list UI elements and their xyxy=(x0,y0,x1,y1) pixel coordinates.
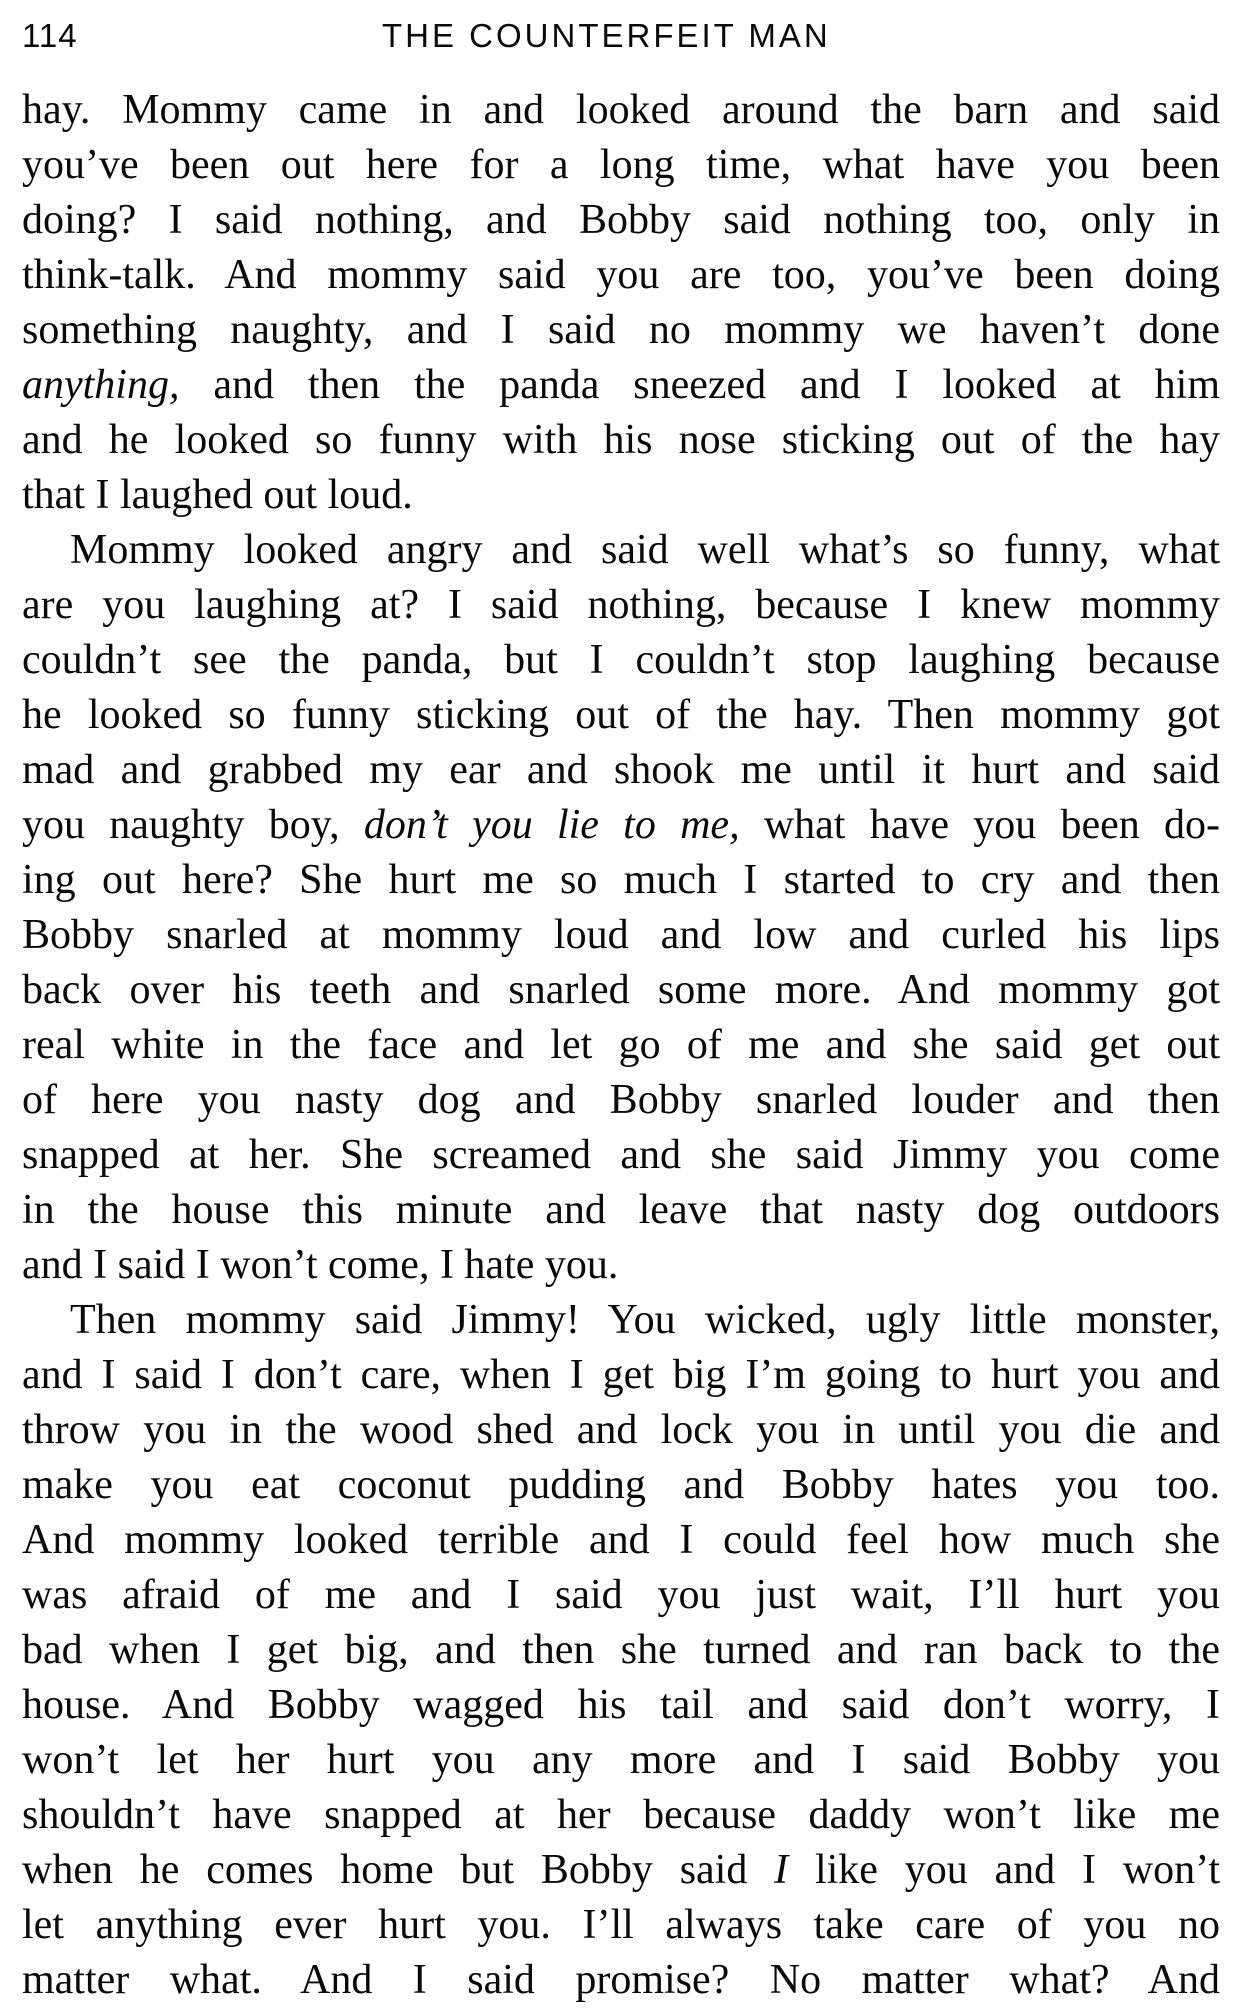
text-line: he looked so funny sticking out of the hay. Then mommy got xyxy=(22,692,1220,738)
text-line: was afraid of me and I said you just wait, I’ll hurt you xyxy=(22,1572,1220,1618)
text-line: throw you in the wood shed and lock you in until you die and xyxy=(22,1407,1220,1453)
page-number: 114 xyxy=(22,17,78,54)
body-text xyxy=(22,83,1220,2008)
text-line: you naughty boy, don’t you lie to me, what have you been do- xyxy=(22,802,1220,848)
text-line: ing out here? She hurt me so much I started to cry and then xyxy=(22,857,1220,903)
text-line: matter what. And I said promise? No matter what? And xyxy=(22,1957,1220,2003)
text-line: house. And Bobby wagged his tail and said don’t worry, I xyxy=(22,1682,1220,1728)
text-line: are you laughing at? I said nothing, because I knew mommy xyxy=(22,582,1220,628)
text-line: Bobby snarled at mommy loud and low and curled his lips xyxy=(22,912,1220,958)
book-title: THE COUNTERFEIT MAN xyxy=(382,17,831,54)
text-line: mad and grabbed my ear and shook me until it hurt and said xyxy=(22,747,1220,793)
text-line: think-talk. And mommy said you are too, you’ve been doing xyxy=(22,252,1220,298)
running-head xyxy=(22,12,1218,60)
text-line: you’ve been out here for a long time, what have you been xyxy=(22,142,1220,188)
text-line: back over his teeth and snarled some more. And mommy got xyxy=(22,967,1220,1013)
text-line: that I laughed out loud. xyxy=(22,472,413,518)
text-line: hay. Mommy came in and looked around the barn and said xyxy=(22,87,1220,133)
paragraph-first-line: Mommy looked angry and said well what’s so funny, what xyxy=(70,527,1220,573)
text-line: and I said I don’t care, when I get big I’m going to hurt you and xyxy=(22,1352,1220,1398)
text-line: couldn’t see the panda, but I couldn’t stop laughing because xyxy=(22,637,1220,683)
text-line: shouldn’t have snapped at her because daddy won’t like me xyxy=(22,1792,1220,1838)
text-line: bad when I get big, and then she turned and ran back to the xyxy=(22,1627,1220,1673)
text-line: snapped at her. She screamed and she said Jimmy you come xyxy=(22,1132,1220,1178)
text-line: and he looked so funny with his nose sticking out of the hay xyxy=(22,417,1220,463)
text-line: make you eat coconut pudding and Bobby hates you too. xyxy=(22,1462,1220,1508)
italic-text: anything, xyxy=(22,362,180,408)
italic-text: don’t you lie to me, xyxy=(363,802,740,848)
text-line: when he comes home but Bobby said I like you and I won’t xyxy=(22,1847,1220,1893)
paragraph-first-line: Then mommy said Jimmy! You wicked, ugly little monster, xyxy=(70,1297,1220,1343)
text-line: in the house this minute and leave that nasty dog outdoors xyxy=(22,1187,1220,1233)
text-line: real white in the face and let go of me and she said get out xyxy=(22,1022,1220,1068)
text-line: anything, and then the panda sneezed and I looked at him xyxy=(22,362,1220,408)
text-line: and I said I won’t come, I hate you. xyxy=(22,1242,619,1288)
text-line: won’t let her hurt you any more and I said Bobby you xyxy=(22,1737,1220,1783)
text-line: of here you nasty dog and Bobby snarled louder and then xyxy=(22,1077,1220,1123)
italic-text: I xyxy=(774,1847,789,1893)
text-line: doing? I said nothing, and Bobby said nothing too, only in xyxy=(22,197,1220,243)
text-line: let anything ever hurt you. I’ll always take care of you no xyxy=(22,1902,1220,1948)
text-line: And mommy looked terrible and I could feel how much she xyxy=(22,1517,1220,1563)
text-line: something naughty, and I said no mommy we haven’t done xyxy=(22,307,1220,353)
